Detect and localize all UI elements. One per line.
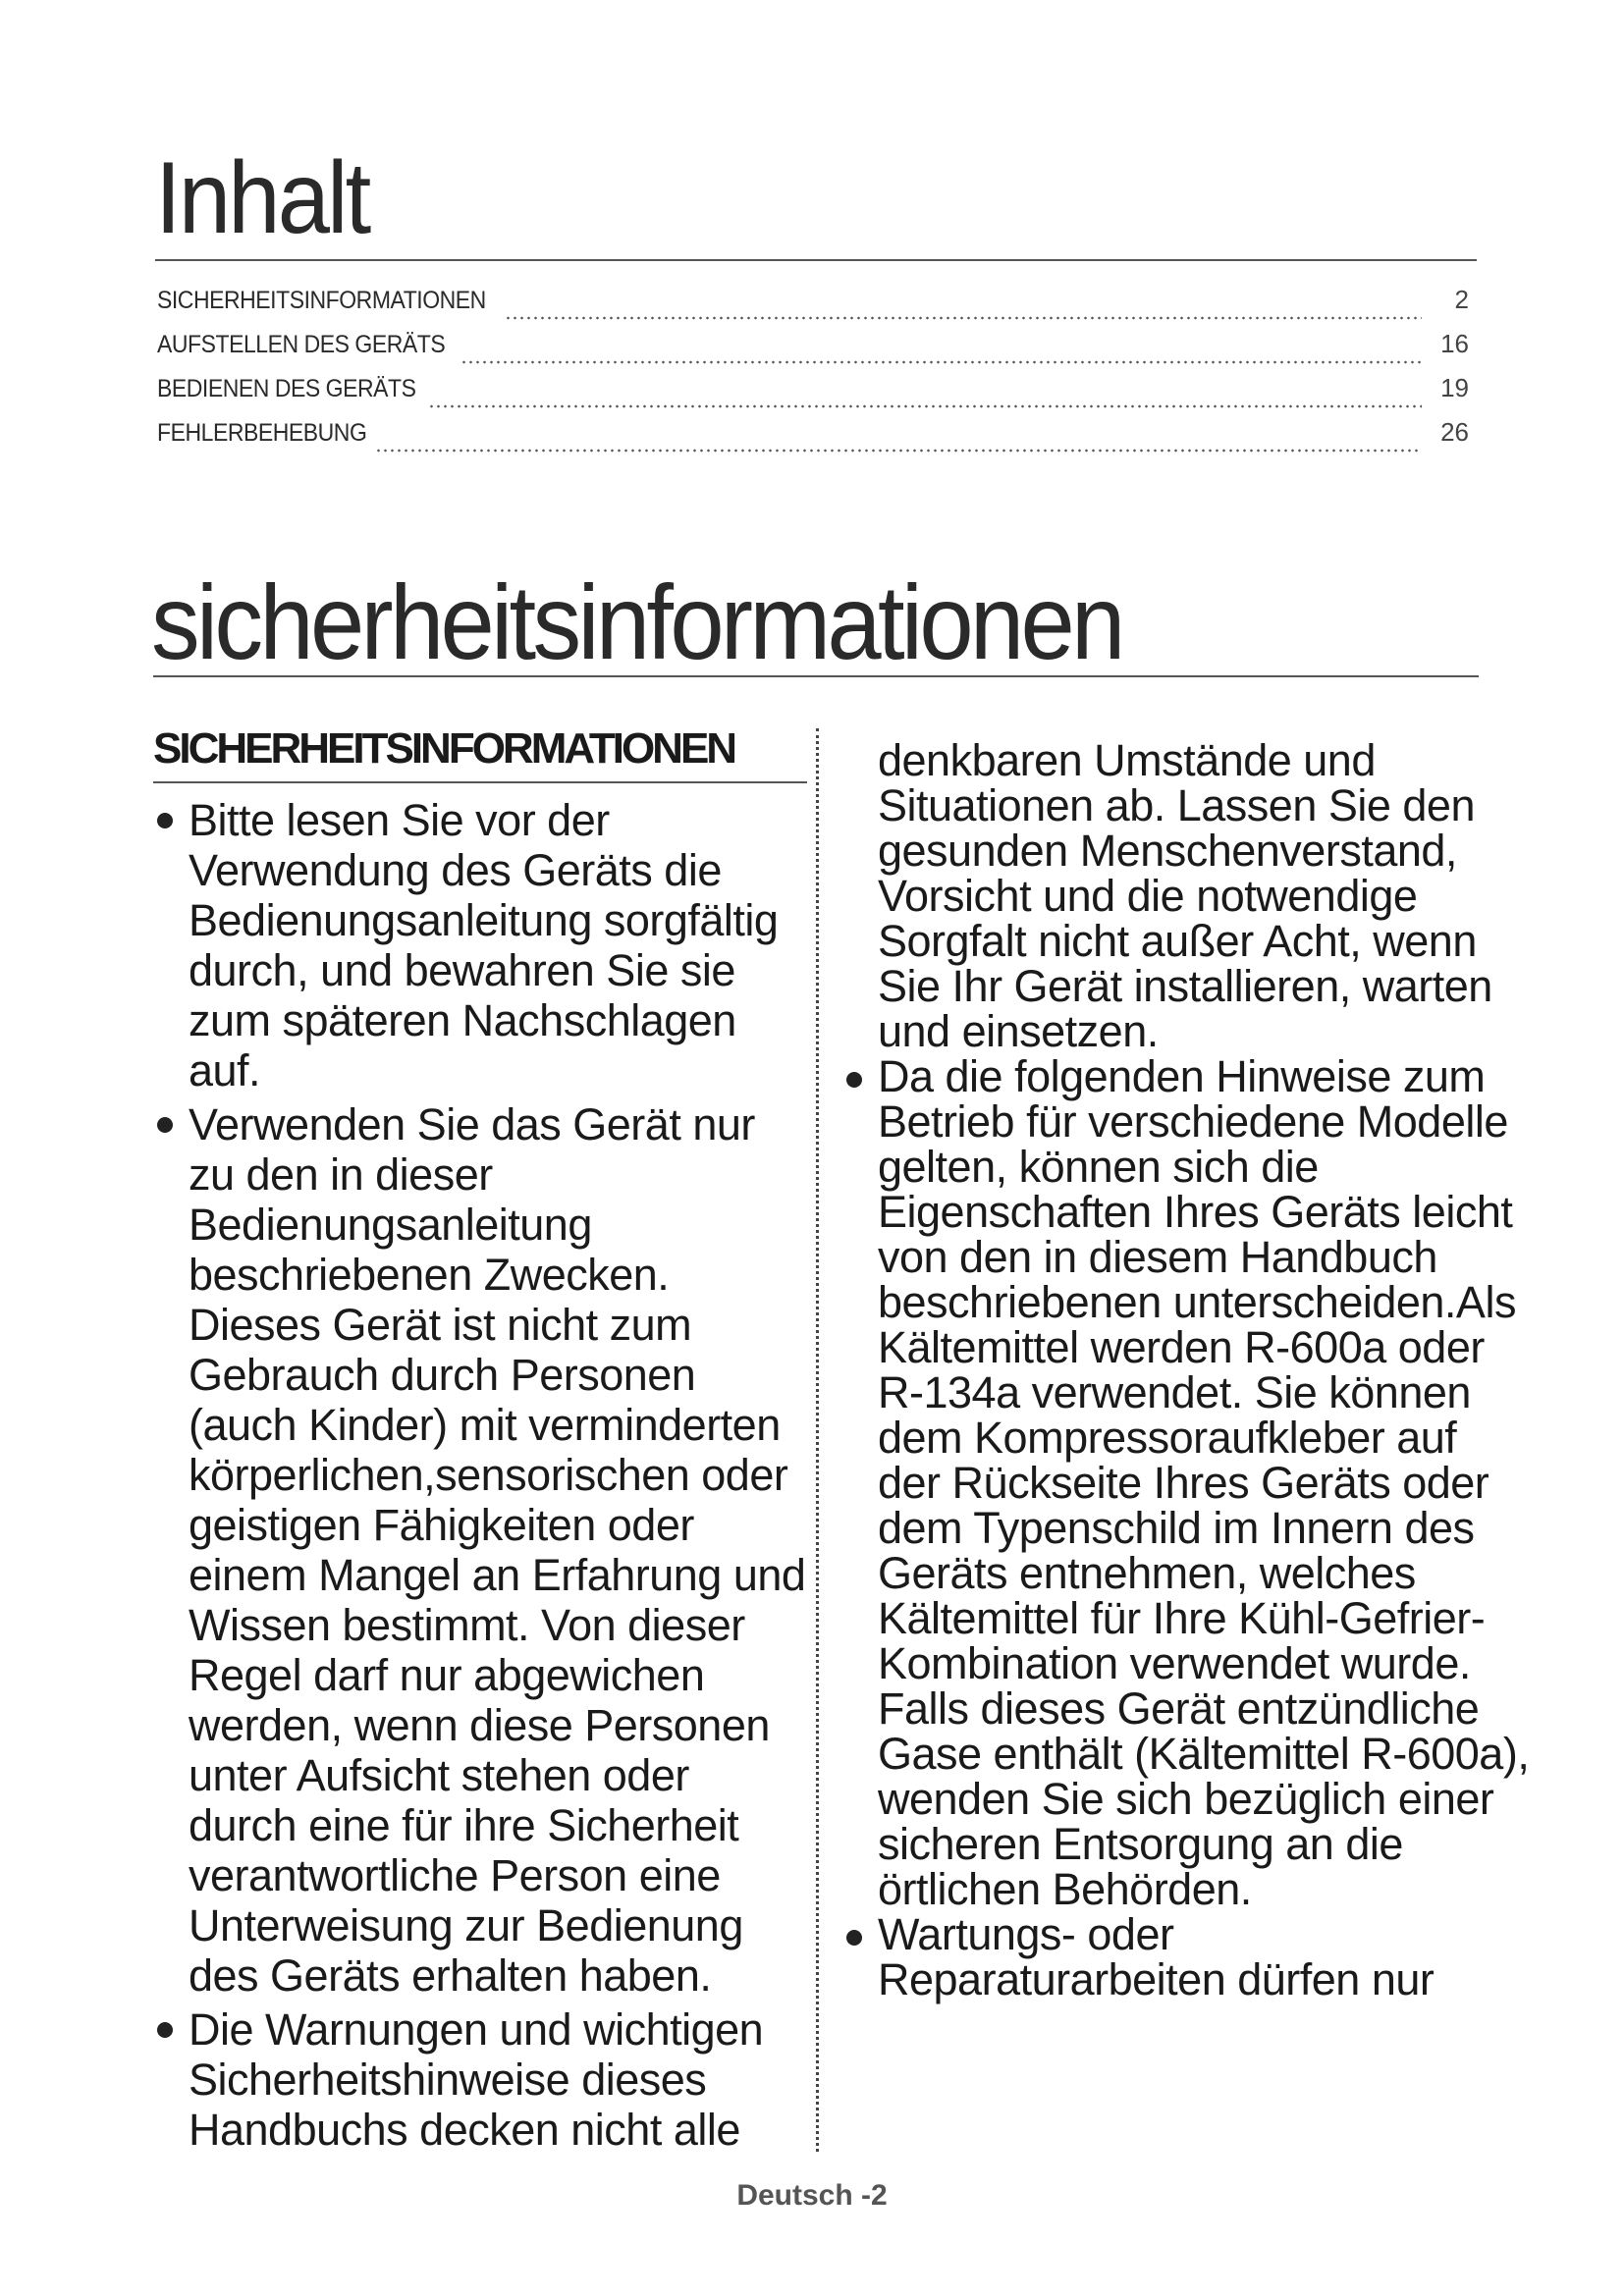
left-column (153, 726, 807, 2155)
bullet-icon (846, 1072, 862, 1088)
toc-entry[interactable] (157, 329, 1469, 373)
toc-entry-label: BEDIENEN DES GERÄTS (157, 375, 416, 402)
bullet-text: Wartungs- oder Reparaturarbeiten dürfen nur (878, 1909, 1435, 2004)
toc-leader-dots (460, 360, 1422, 364)
bullet-text: Die Warnungen und wichtigen Sicherheitshinweise dieses Handbuchs decken nicht alle (189, 2004, 764, 2156)
bullet-text: Bitte lesen Sie vor der Verwendung des Geräts die Bedienungsanleitung sorgfältig durch, und bewahren Sie sie zum späteren Nachschlagen auf. (189, 795, 779, 1096)
toc-leader-dots (375, 449, 1422, 453)
section-title-rule (153, 675, 1479, 677)
page-footer: Deutsch -2 (736, 2179, 888, 2212)
bullet-icon (157, 813, 173, 828)
continuation-text: denkbaren Umstände und Situationen ab. Lassen Sie den gesunden Menschenverstand, Vorsicht und die notwendige Sorgfalt nicht außer Acht, wenn Sie Ihr Gerät installieren, warten und einsetzen. (878, 735, 1492, 1056)
bullet-text: Da die folgenden Hinweise zum Betrieb für verschiedene Modelle gelten, können sich die Eigenschaften Ihres Geräts leicht von den in diesem Handbuch beschriebenen unterscheiden.Als Kältemittel werden R-600a oder R-134a verwendet. Sie können dem Kompressoraufkleber auf der Rückseite Ihres Geräts oder dem Typenschild im Innern des Geräts entnehmen, welches Kältemittel für Ihre Kühl-Gefrier-Kombination verwendet wurde. Falls dieses Gerät entzündliche Gase enthält (Kältemittel R-600a), wenden Sie sich bezüglich einer sicheren Entsorgung an die örtlichen Behörden. (878, 1051, 1530, 1914)
column-divider (816, 728, 819, 2152)
toc-entry[interactable] (157, 373, 1469, 417)
toc-entry[interactable] (157, 417, 1469, 461)
toc-entry-page: 19 (1440, 373, 1469, 402)
bullet-item (842, 1909, 1530, 2004)
bullet-text: Verwenden Sie das Gerät nur zu den in dieser Bedienungsanleitung beschriebenen Zwecken. Dieses Gerät ist nicht zum Gebrauch durch Personen (auch Kinder) mit verminderten körperlichen,sensorischen oder geistigen Fähigkeiten oder einem Mangel an Erfahrung und Wissen bestimmt. Von dieser Regel darf nur abgewichen werden, wenn diese Personen unter Aufsicht stehen oder durch eine für ihre Sicherheit verantwortliche Person eine Unterweisung zur Bedienung des Geräts erhalten haben. (189, 1099, 806, 2002)
bullet-icon (157, 1117, 173, 1133)
toc-leader-dots (505, 316, 1422, 320)
bullet-item (153, 1099, 807, 2001)
bullet-icon (157, 2022, 173, 2038)
toc-title: Inhalt (155, 141, 369, 255)
toc-entry-page: 16 (1440, 329, 1469, 358)
toc-entry-label: SICHERHEITSINFORMATIONEN (157, 287, 486, 314)
bullet-item (153, 795, 807, 1095)
section-subheading: SICHERHEITSINFORMATIONEN (153, 726, 807, 783)
right-column (842, 735, 1530, 2004)
bullet-icon (846, 1930, 862, 1946)
table-of-contents (157, 285, 1469, 461)
section-title: sicherheitsinformationen (151, 562, 1122, 681)
toc-entry-label: AUFSTELLEN DES GERÄTS (157, 331, 446, 358)
toc-entry[interactable] (157, 285, 1469, 329)
bullet-item (153, 2004, 807, 2155)
bullet-item (842, 1051, 1530, 1914)
toc-entry-page: 26 (1440, 417, 1469, 447)
toc-entry-page: 2 (1454, 285, 1469, 314)
toc-title-rule (155, 259, 1477, 261)
toc-leader-dots (428, 404, 1422, 408)
toc-entry-label: FEHLERBEHEBUNG (157, 419, 367, 447)
